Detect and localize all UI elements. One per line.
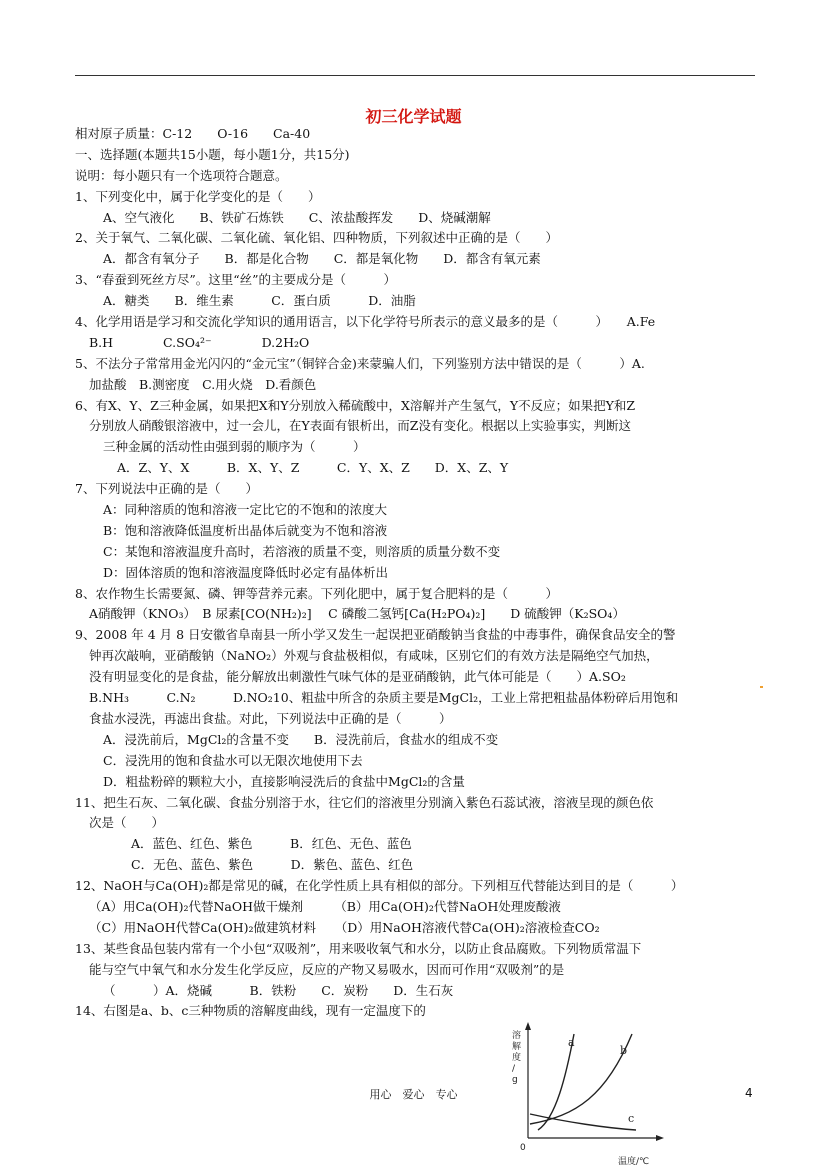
- text-line: 说明：每小题只有一个选项符合题意。: [75, 167, 288, 183]
- x-axis-label: 温度/℃: [618, 1157, 650, 1166]
- text-line: C．无色、蓝色、紫色 D．紫色、蓝色、红色: [131, 857, 414, 873]
- text-line: 次是（ ）: [89, 815, 165, 831]
- text-line: 加盐酸 B.测密度 C.用火烧 D.看颜色: [89, 376, 317, 392]
- text-line: A．Z、Y、X B．X、Y、Z C．Y、X、Z D．X、Z、Y: [117, 460, 509, 476]
- text-line: 9、2008 年 4 月 8 日安徽省阜南县一所小学又发生一起误把亚硝酸钠当食盐的中毒事件，确保食品安全的警: [75, 627, 676, 643]
- stray-mark: [760, 686, 763, 688]
- text-line: A．浸洗前后，MgCl₂的含量不变 B．浸洗前后，食盐水的组成不变: [103, 731, 499, 747]
- text-line: B：饱和溶液降低温度析出晶体后就变为不饱和溶液: [103, 522, 388, 538]
- text-line: 12、NaOH与Ca(OH)₂都是常见的碱，在化学性质上具有相似的部分。下列相互代替能达到目的是（ ）: [75, 878, 684, 894]
- text-line: C：某饱和溶液温度升高时，若溶液的质量不变，则溶质的质量分数不变: [103, 543, 501, 559]
- text-line: 6、有X、Y、Z三种金属，如果把X和Y分别放入稀硫酸中，X溶解并产生氢气，Y不反应；如果把Y和Z: [75, 397, 636, 413]
- text-line: A．蓝色、红色、紫色 B．红色、无色、蓝色: [131, 836, 412, 852]
- text-line: 7、下列说法中正确的是（ ）: [75, 481, 258, 497]
- curve-label-b: b: [620, 1044, 628, 1057]
- text-line: （A）用Ca(OH)₂代替NaOH做干燥剂 （B）用Ca(OH)₂代替NaOH处理废酸液: [89, 898, 561, 914]
- curve-b: [530, 1034, 635, 1125]
- text-line: 8、农作物生长需要氮、磷、钾等营养元素。下列化肥中，属于复合肥料的是（ ）: [75, 585, 558, 601]
- text-line: （C）用NaOH代替Ca(OH)₂做建筑材料 （D）用NaOH溶液代替Ca(OH)₂溶液检查CO₂: [89, 919, 600, 935]
- text-line: 3、“春蚕到死丝方尽”。这里“丝”的主要成分是（ ）: [75, 272, 397, 288]
- footer-slogan: 用心 爱心 专心: [369, 1088, 458, 1101]
- origin-label: 0: [520, 1143, 526, 1153]
- text-line: B.H C.SO₄²⁻ D.2H₂O: [89, 334, 310, 350]
- text-line: 相对原子质量：C-12 O-16 Ca-40: [75, 126, 311, 141]
- text-line: 能与空气中氧气和水分发生化学反应，反应的产物又易吸水，因而可作用“双吸剂”的是: [89, 961, 565, 977]
- text-line: A．糖类 B．维生素 C．蛋白质 D．油脂: [103, 293, 416, 309]
- text-line: A、空气液化 B、铁矿石炼铁 C、浓盐酸挥发 D、烧碱潮解: [103, 209, 491, 225]
- text-line: 5、不法分子常常用金光闪闪的“金元宝”（铜锌合金)来蒙骗人们，下列鉴别方法中错误的是（ ）A.: [75, 355, 645, 371]
- text-line: 没有明显变化的是食盐，能分解放出刺激性气味气体的是亚硝酸钠，此气体可能是（ ）A.SO₂: [89, 669, 626, 685]
- text-line: A硝酸钾（KNO₃） B 尿素[CO(NH₂)₂] C 磷酸二氢钙[Ca(H₂PO₄)₂] D 硫酸钾（K₂SO₄）: [89, 606, 625, 622]
- text-line: （ ）A．烧碱 B．铁粉 C．炭粉 D．生石灰: [103, 982, 454, 998]
- text-line: A．都含有氧分子 B．都是化合物 C．都是氧化物 D．都含有氧元素: [103, 251, 541, 267]
- page-title: 初三化学试题: [365, 107, 462, 126]
- exam-body: [75, 124, 755, 1022]
- text-line: D．粗盐粉碎的颗粒大小，直接影响浸洗后的食盐中MgCl₂的含量: [103, 773, 465, 789]
- x-axis-arrow: [656, 1135, 664, 1141]
- text-line: 4、化学用语是学习和交流化学知识的通用语言，以下化学符号所表示的意义最多的是（ ） A.Fe: [75, 314, 656, 330]
- text-line: 2、关于氧气、二氧化碳、二氧化硫、氧化铝、四种物质，下列叙述中正确的是（ ）: [75, 230, 558, 246]
- text-line: 13、某些食品包装内常有一个小包“双吸剂”，用来吸收氧气和水分，以防止食品腐败。下列物质常温下: [75, 940, 642, 956]
- curve-label-c: c: [628, 1112, 635, 1125]
- text-line: 钟再次敲响，亚硝酸钠（NaNO₂）外观与食盐极相似，有咸味，区别它们的有效方法是隔绝空气加热，: [89, 648, 659, 664]
- curve-label-a: a: [568, 1036, 575, 1049]
- text-line: 食盐水浸洗，再滤出食盐。对此，下列说法中正确的是（ ）: [89, 710, 452, 726]
- text-line: 11、把生石灰、二氧化碳、食盐分别溶于水，往它们的溶液里分别滴入紫色石蕊试液，溶液呈现的颜色依: [75, 794, 654, 810]
- y-axis-arrow: [525, 1022, 531, 1030]
- text-line: 分别放人硝酸银溶液中，过一会儿，在Y表面有银析出，而Z没有变化。根据以上实验事实，判断这: [89, 418, 631, 434]
- text-line: C．浸洗用的饱和食盐水可以无限次地使用下去: [103, 752, 363, 768]
- text-line: 三种金属的活动性由强到弱的顺序为（ ）: [103, 439, 366, 455]
- page-number: 4: [745, 1086, 753, 1100]
- y-axis-label: 溶解度/ g: [512, 1031, 522, 1085]
- text-line: 1、下列变化中，属于化学变化的是（ ）: [75, 188, 321, 204]
- text-line: D：固体溶质的饱和溶液温度降低时必定有晶体析出: [103, 564, 389, 580]
- header-rule: [75, 75, 755, 76]
- text-line: 一、选择题(本题共15小题，每小题1分，共15分): [75, 146, 350, 162]
- text-line: B.NH₃ C.N₂ D.NO₂10、粗盐中所含的杂质主要是MgCl₂，工业上常把粗盐晶体粉碎后用饱和: [89, 690, 679, 706]
- text-line: A：同种溶质的饱和溶液一定比它的不饱和的浓度大: [103, 502, 388, 518]
- text-line: 14、右图是a、b、c三种物质的溶解度曲线，现有一定温度下的: [75, 1003, 426, 1019]
